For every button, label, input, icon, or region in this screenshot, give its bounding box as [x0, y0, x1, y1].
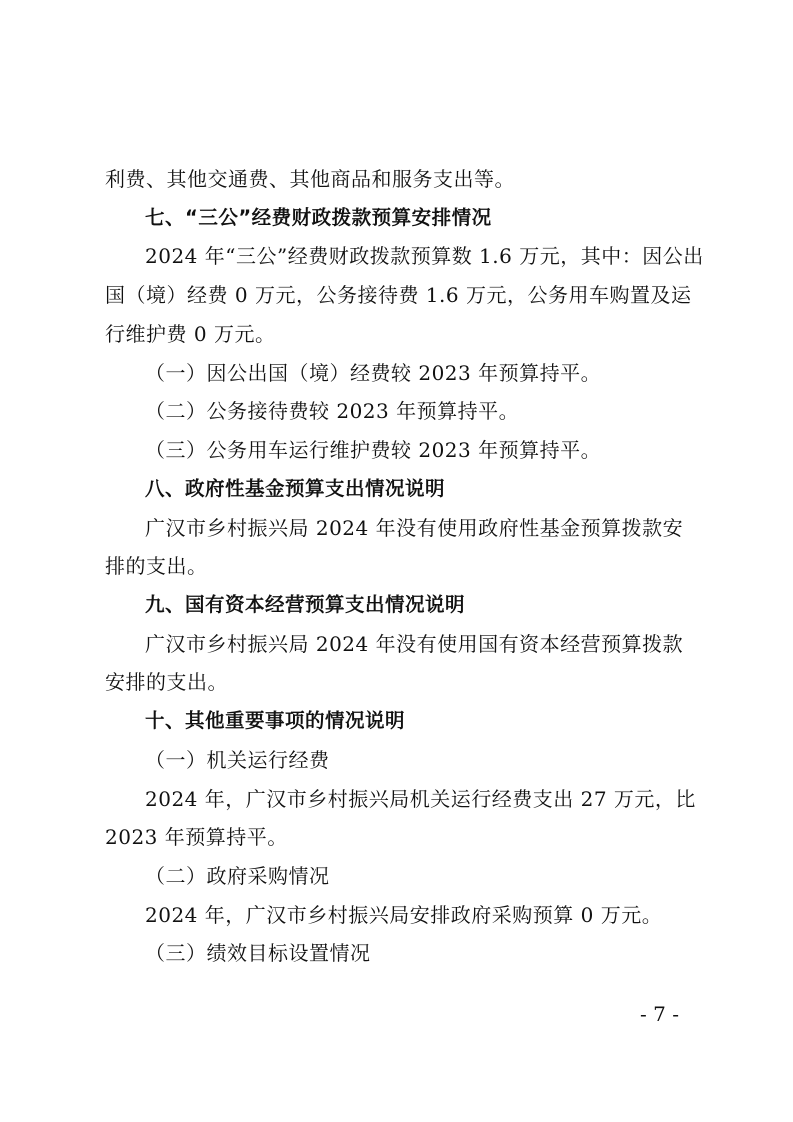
paragraph-line: 广汉市乡村振兴局 2024 年没有使用政府性基金预算拨款安: [145, 516, 684, 540]
paragraph-line: （三）公务用车运行维护费较 2023 年预算持平。: [145, 438, 602, 462]
paragraph-line: 利费、其他交通费、其他商品和服务支出等。: [105, 167, 515, 191]
paragraph-line: 2024 年，广汉市乡村振兴局机关运行经费支出 27 万元，比: [145, 787, 696, 811]
paragraph-line: 2024 年“三公”经费财政拨款预算数 1.6 万元，其中：因公出: [145, 244, 704, 268]
paragraph-line: （一）机关运行经费: [145, 748, 330, 772]
paragraph-line: （二）公务接待费较 2023 年预算持平。: [145, 399, 520, 423]
paragraph-line: 2023 年预算持平。: [105, 825, 288, 849]
section-heading-seven: 七、“三公”经费财政拨款预算安排情况: [145, 206, 492, 229]
paragraph-line: 安排的支出。: [105, 670, 228, 694]
paragraph-line: （一）因公出国（境）经费较 2023 年预算持平。: [145, 361, 602, 385]
paragraph-line: 国（境）经费 0 万元，公务接待费 1.6 万元，公务用车购置及运: [105, 283, 692, 307]
section-heading-nine: 九、国有资本经营预算支出情况说明: [145, 593, 466, 616]
paragraph-line: 排的支出。: [105, 554, 208, 578]
paragraph-line: 行维护费 0 万元。: [105, 322, 276, 346]
section-heading-ten: 十、其他重要事项的情况说明: [145, 709, 406, 732]
paragraph-line: （二）政府采购情况: [145, 864, 330, 888]
paragraph-line: 2024 年，广汉市乡村振兴局安排政府采购预算 0 万元。: [145, 903, 663, 927]
page-number: - 7 -: [640, 1002, 679, 1026]
paragraph-line: （三）绩效目标设置情况: [145, 941, 371, 965]
section-heading-eight: 八、政府性基金预算支出情况说明: [145, 477, 446, 500]
paragraph-line: 广汉市乡村振兴局 2024 年没有使用国有资本经营预算拨款: [145, 632, 684, 656]
